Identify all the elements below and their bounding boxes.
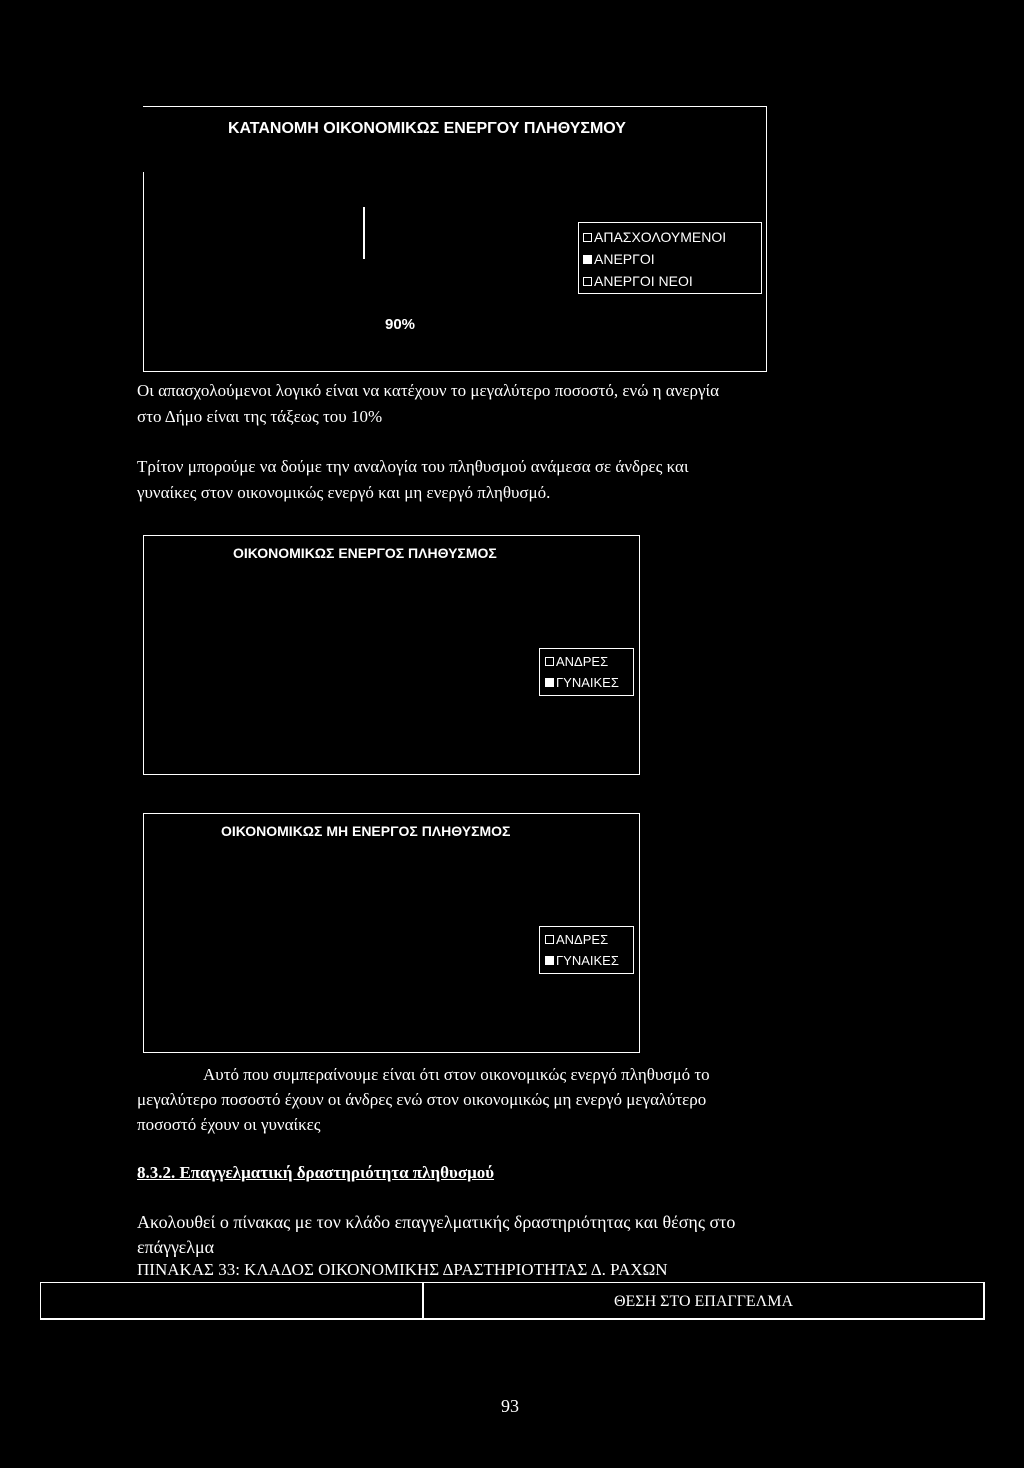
table-top-border bbox=[40, 1282, 985, 1283]
legend-swatch-icon bbox=[545, 956, 554, 965]
paragraph-line: Ακολουθεί ο πίνακας με τον κλάδο επαγγελματικής δραστηριότητας και θέσης στο bbox=[137, 1212, 736, 1232]
legend-label: ΑΝΕΡΓΟΙ bbox=[594, 251, 655, 267]
legend-swatch-icon bbox=[583, 277, 592, 286]
legend-item bbox=[545, 672, 633, 693]
legend-item bbox=[583, 248, 761, 270]
table-header-cell: ΘΕΣΗ ΣΤΟ ΕΠΑΓΓΕΛΜΑ bbox=[613, 1293, 794, 1310]
paragraph-line: Οι απασχολούμενοι λογικό είναι να κατέχουν το μεγαλύτερο ποσοστό, ενώ η ανεργία bbox=[137, 381, 719, 400]
legend-item bbox=[583, 270, 761, 292]
paragraph-line: επάγγελμα bbox=[137, 1237, 215, 1257]
legend-label: ΓΥΝΑΙΚΕΣ bbox=[556, 953, 619, 968]
legend-item bbox=[583, 226, 761, 248]
legend-label: ΑΠΑΣΧΟΛΟΥΜΕΝΟΙ bbox=[594, 229, 727, 245]
table-right-border bbox=[983, 1282, 985, 1320]
paragraph-line: γυναίκες στον οικονομικώς ενεργό και μη ενεργό πληθυσμό. bbox=[137, 483, 551, 502]
paragraph-line: στο Δήμο είναι της τάξεως του 10% bbox=[137, 407, 383, 426]
paragraph-line: ποσοστό έχουν οι γυναίκες bbox=[137, 1115, 321, 1134]
section-heading: 8.3.2. Επαγγελματική δραστηριότητα πληθυσμού bbox=[137, 1163, 495, 1182]
chart1-pie-edge bbox=[363, 207, 365, 259]
chart1-title: ΚΑΤΑΝΟΜΗ ΟΙΚΟΝΟΜΙΚΩΣ ΕΝΕΡΓΟΥ ΠΛΗΘΥΣΜΟΥ bbox=[228, 120, 626, 137]
chart3-title: ΟΙΚΟΝΟΜΙΚΩΣ ΜΗ ΕΝΕΡΓΟΣ ΠΛΗΘΥΣΜΟΣ bbox=[221, 823, 511, 839]
chart1-bottom-border bbox=[143, 371, 767, 372]
chart3-legend bbox=[539, 926, 634, 974]
chart1-legend bbox=[578, 222, 762, 294]
page-number: 93 bbox=[501, 1396, 519, 1416]
legend-label: ΑΝΔΡΕΣ bbox=[556, 932, 609, 947]
legend-item bbox=[545, 651, 633, 672]
chart1-percent-label: 90% bbox=[385, 316, 416, 333]
chart2-title: ΟΙΚΟΝΟΜΙΚΩΣ ΕΝΕΡΓΟΣ ΠΛΗΘΥΣΜΟΣ bbox=[233, 545, 497, 561]
table-left-border bbox=[40, 1282, 41, 1318]
chart1-top-border bbox=[143, 106, 767, 107]
legend-label: ΑΝΔΡΕΣ bbox=[556, 654, 609, 669]
paragraph-line: Τρίτον μπορούμε να δούμε την αναλογία του πληθυσμού ανάμεσα σε άνδρες και bbox=[137, 457, 689, 476]
legend-item bbox=[545, 950, 633, 971]
chart2-legend bbox=[539, 648, 634, 696]
legend-item bbox=[545, 929, 633, 950]
table-caption: ΠΙΝΑΚΑΣ 33: ΚΛΑΔΟΣ ΟΙΚΟΝΟΜΙΚΗΣ ΔΡΑΣΤΗΡΙΟΤΗΤΑΣ Δ. ΡΑΧΩΝ bbox=[137, 1260, 668, 1279]
legend-label: ΑΝΕΡΓΟΙ ΝΕΟΙ bbox=[594, 273, 693, 289]
legend-swatch-icon bbox=[583, 255, 592, 264]
chart1-right-border bbox=[766, 106, 767, 372]
legend-swatch-icon bbox=[545, 657, 554, 666]
paragraph-line: Αυτό που συμπεραίνουμε είναι ότι στον οικονομικώς ενεργό πληθυσμό το bbox=[203, 1065, 710, 1084]
legend-swatch-icon bbox=[545, 678, 554, 687]
legend-label: ΓΥΝΑΙΚΕΣ bbox=[556, 675, 619, 690]
table-mid-border bbox=[40, 1318, 985, 1320]
chart1-left-border bbox=[143, 172, 144, 372]
legend-swatch-icon bbox=[583, 233, 592, 242]
paragraph-line: μεγαλύτερο ποσοστό έχουν οι άνδρες ενώ στον οικονομικώς μη ενεργό μεγαλύτερο bbox=[137, 1090, 707, 1109]
legend-swatch-icon bbox=[545, 935, 554, 944]
